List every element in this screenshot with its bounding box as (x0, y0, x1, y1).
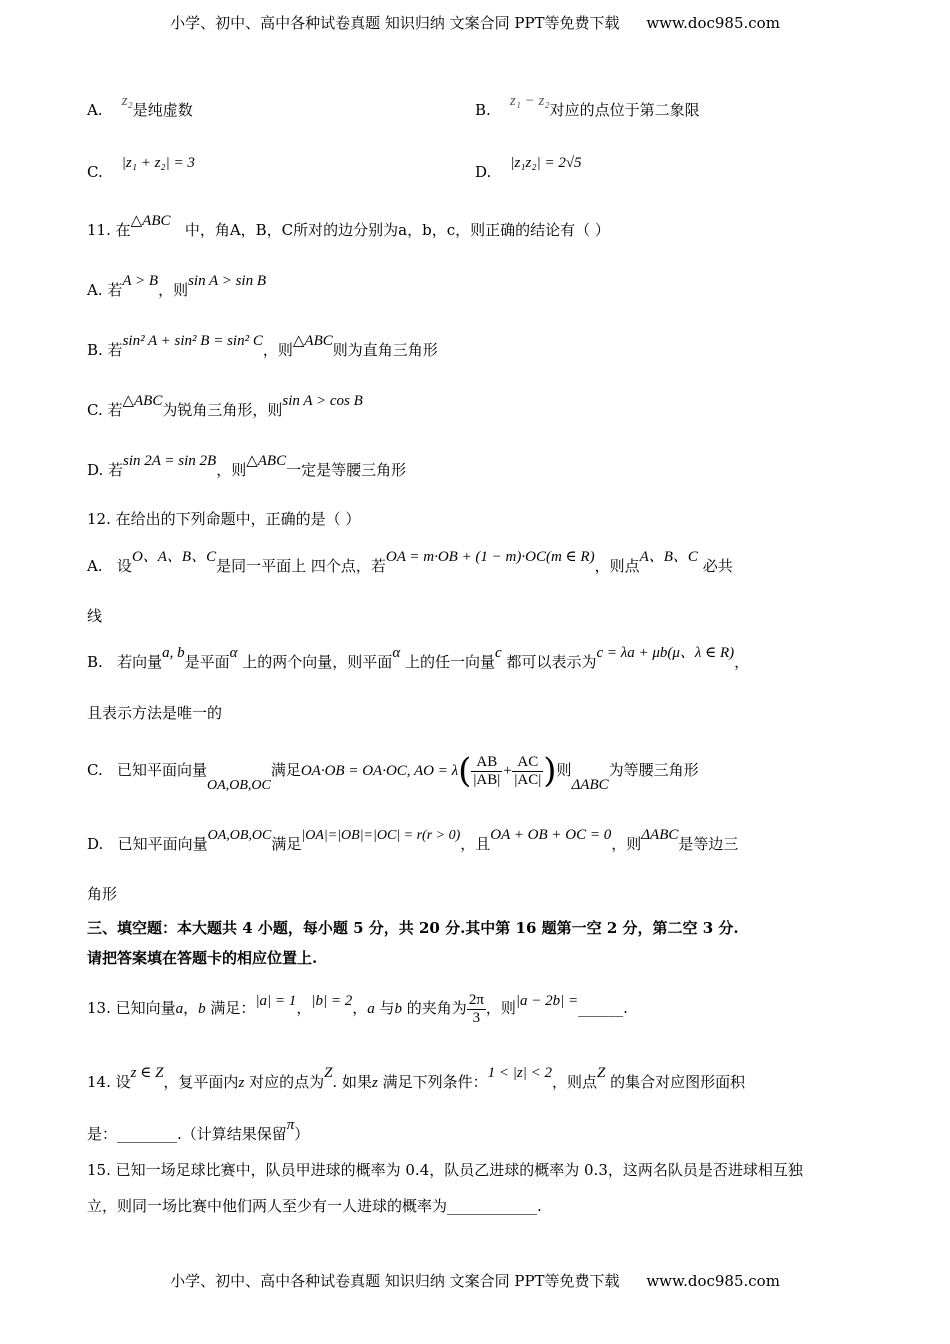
q12-stem: 12. 在给出的下列命题中，正确的是（ ） (87, 510, 361, 528)
q10-c-math: |z₁ + z₂| = 3 (121, 155, 195, 171)
q12-option-d-cont: 角形 (87, 885, 118, 903)
q13-angle-fraction: $\frac{2\pi}{3}$ (468, 992, 484, 1026)
q11-stem: 11. 在△ABC 中，角A，B，C所对的边分别为a，b，c，则正确的结论有（ ） (87, 213, 610, 239)
q15-line2: 立，则同一场比赛中他们两人至少有一人进球的概率为____________. (87, 1197, 542, 1215)
q10-b-text: 对应的点位于第二象限 (549, 101, 700, 119)
q11-option-b: B. 若sin² A + sin² B = sin² C，则△ABC则为直角三角形 (87, 333, 438, 359)
q14-cont: 是：________.（计算结果保留π） (87, 1117, 310, 1143)
page-header (0, 12, 950, 33)
q11-option-c: C. 若△ABC为锐角三角形，则sin A > cos B (87, 393, 363, 419)
q10-option-d: D. |z₁z₂| = 2√5 (475, 155, 582, 181)
q10-a-text: 是纯虚数 (132, 101, 193, 119)
page-footer (0, 1270, 950, 1291)
q13-answer-blank: ______. (578, 999, 628, 1017)
q11-triangle: △ABC (130, 213, 171, 229)
q13: 13. 已知向量a，b 满足：|a| = 1，|b| = 2，a 与b 的夹角为 $\frac{2\pi}{3}$ ，则|a − 2b| =______. (87, 992, 628, 1026)
footer-site: www.doc985.com (646, 1272, 780, 1290)
q12-option-d: D. 已知平面向量OA,OB,OC满足|OA|=|OB|=|OC| = r(r > 0)，且OA + OB + OC = 0，则ΔABC是等边三 (87, 827, 739, 853)
footer-text: 小学、初中、高中各种试卷真题 知识归纳 文案合同 PPT等免费下载 (170, 1272, 620, 1290)
q12-option-a-cont: 线 (87, 607, 103, 625)
q10-b-math: z₁ − z₂ (509, 93, 550, 109)
q11-option-a: A. 若A > B，则sin A > sin B (87, 273, 266, 299)
q12-c-fraction-2: $\frac{AC}{|AC|}$ (514, 754, 542, 788)
q11-option-d: D. 若sin 2A = sin 2B，则△ABC一定是等腰三角形 (87, 453, 407, 479)
section3-title: 三、填空题：本大题共 4 小题，每小题 5 分，共 20 分.其中第 16 题第一空 2 分，第二空 3 分. (87, 919, 739, 937)
q10-option-b: B. z₁ − z₂对应的点位于第二象限 (475, 93, 700, 119)
q12-c-fraction-1: $\frac{AB}{|AB|}$ (473, 754, 501, 788)
q10-a-math: z₂ (121, 93, 133, 109)
section3-instruction: 请把答案填在答题卡的相应位置上. (87, 949, 318, 967)
q12-option-b-cont: 且表示方法是唯一的 (87, 704, 223, 722)
q12-option-c: C. 已知平面向量OA,OB,OC满足OA·OB = OA·OC, AO = λ( $\frac{AB}{|AB|}$ + $\frac{AC}{|AC|}$ )则ΔABC为等腰三角形 (87, 751, 699, 793)
q10-option-a: A. z₂是纯虚数 (87, 93, 193, 119)
header-site: www.doc985.com (646, 14, 780, 32)
q15-line1: 15. 已知一场足球比赛中，队员甲进球的概率为 0.4，队员乙进球的概率为 0.3，这两名队员是否进球相互独 (87, 1161, 803, 1179)
header-text: 小学、初中、高中各种试卷真题 知识归纳 文案合同 PPT等免费下载 (170, 14, 620, 32)
q12-option-b: B. 若向量a, b是平面α 上的两个向量，则平面α 上的任一向量c 都可以表示为c = λa + μb(μ、λ ∈ R)， (87, 645, 750, 671)
q12-option-a: A. 设O、A、B、C是同一平面上 四个点，若OA = m·OB + (1 − m)·OC(m ∈ R)，则点A、B、C 必共 (87, 549, 733, 575)
q10-option-c: C. |z₁ + z₂| = 3 (87, 155, 195, 181)
q10-d-math: |z₁z₂| = 2√5 (510, 155, 582, 171)
q14: 14. 设z ∈ Z，复平面内z 对应的点为Z. 如果z 满足下列条件：1 < |z| < 2，则点Z 的集合对应图形面积 (87, 1065, 746, 1091)
